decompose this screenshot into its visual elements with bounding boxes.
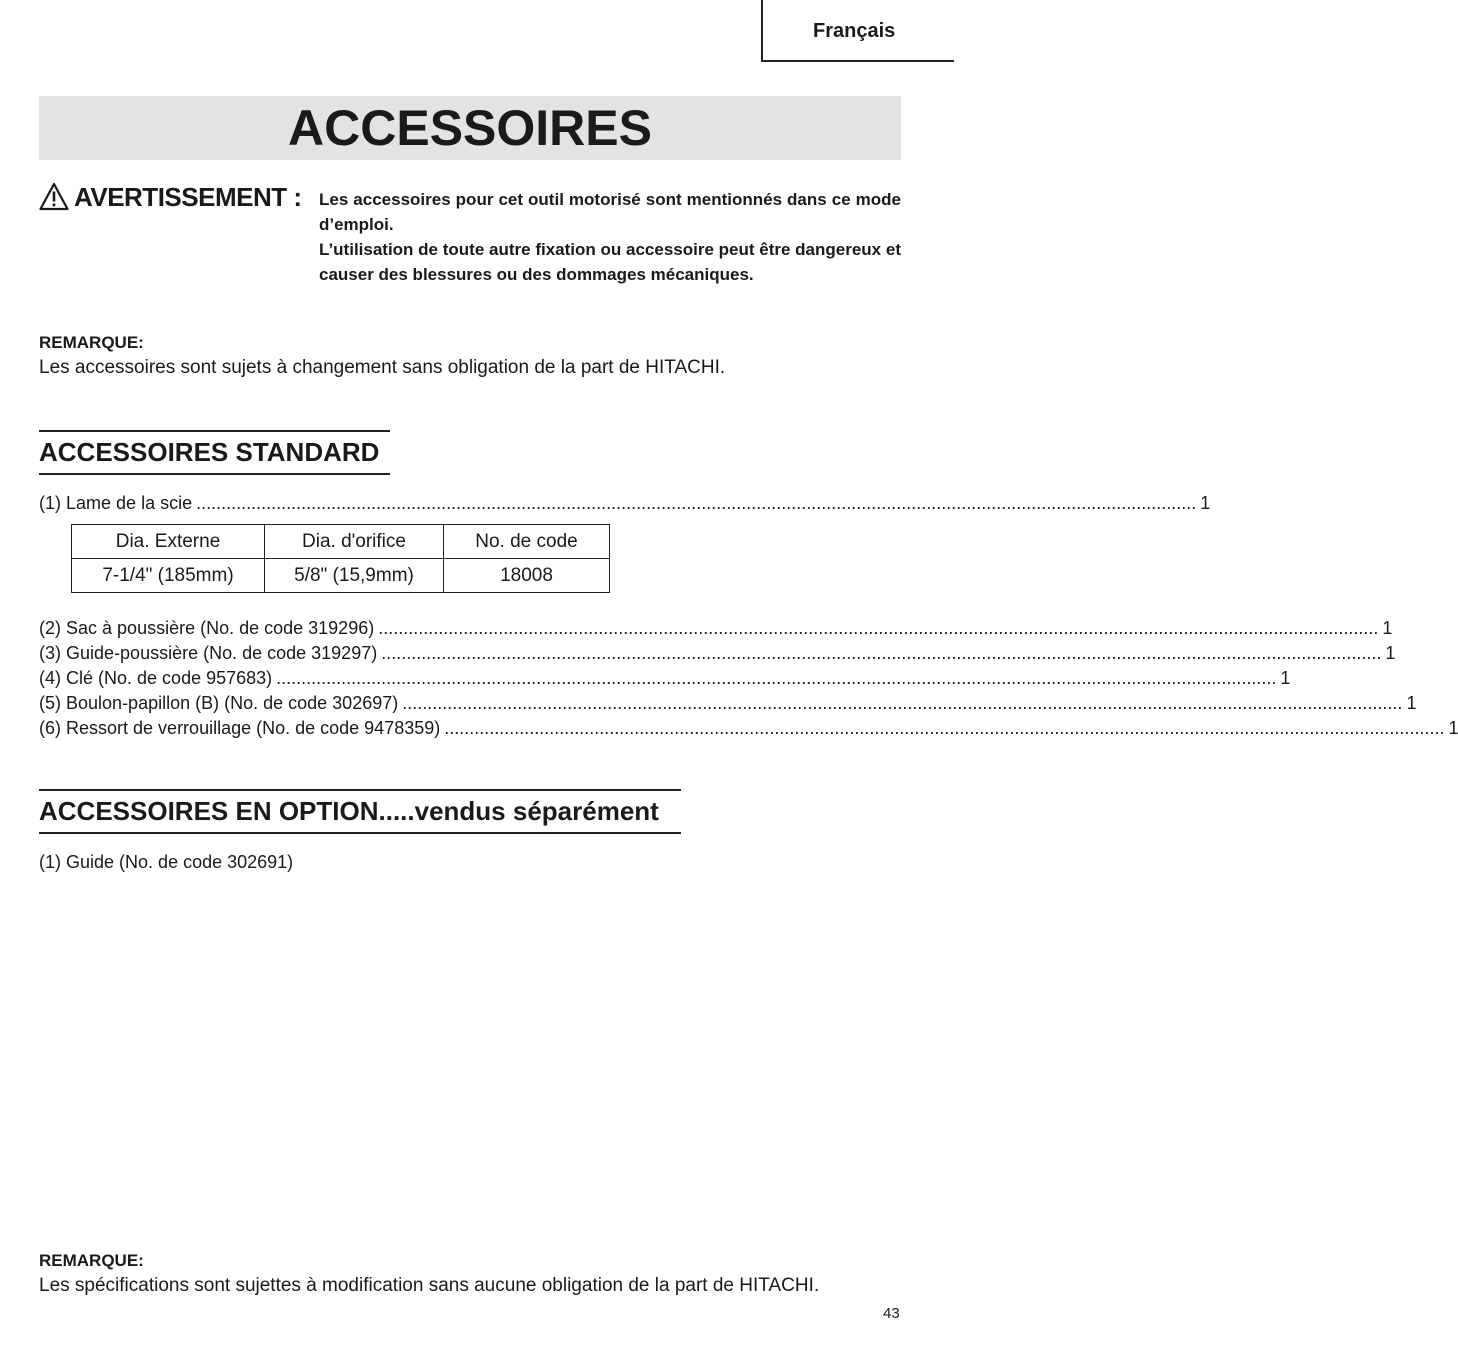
list-item-number: (1): [39, 852, 61, 872]
table-cell: 7-1/4" (185mm): [72, 559, 265, 593]
list-item: [39, 666, 1291, 691]
leader-dots: ........................................................................................................................................................................................................: [444, 718, 1445, 738]
list-item-label: Sac à poussière (No. de code 319296): [66, 618, 375, 638]
warning-paragraph-2: L’utilisation de toute autre fixation ou accessoire peut être dangereux et causer des blessures ou des dommages mécaniques.: [319, 240, 901, 284]
warning-heading: [39, 180, 301, 214]
remark-text: Les spécifications sont sujettes à modification sans aucune obligation de la part de HITACHI.: [39, 1275, 820, 1296]
table-row: [72, 559, 610, 593]
table-header-cell: No. de code: [444, 525, 610, 559]
leader-dots: ........................................................................................................................................................................................................: [381, 643, 1382, 663]
remark-text: Les accessoires sont sujets à changement sans obligation de la part de HITACHI.: [39, 357, 726, 378]
list-item-label: Guide-poussière (No. de code 319297): [66, 643, 378, 663]
list-item: [39, 641, 1396, 666]
remark-label: REMARQUE:: [39, 1251, 144, 1270]
table-cell: 18008: [444, 559, 610, 593]
leader-dots: ........................................................................................................................................................................................................: [276, 668, 1277, 688]
list-item-quantity: 1: [1385, 643, 1396, 663]
list-item-number: (2): [39, 618, 61, 638]
list-item: [39, 491, 1211, 516]
warning-text: [319, 187, 901, 287]
title-bar: [39, 96, 901, 160]
page-number: 43: [883, 1305, 900, 1322]
leader-dots: ........................................................................................................................................................................................................: [378, 618, 1379, 638]
list-item-number: (4): [39, 668, 61, 688]
list-item-label: Ressort de verrouillage (No. de code 9478359): [66, 718, 441, 738]
list-item: [39, 716, 1458, 741]
list-item-label: Guide (No. de code 302691): [66, 852, 294, 872]
list-item-quantity: 1: [1448, 718, 1458, 738]
list-item: [39, 616, 1393, 641]
list-item-quantity: 1: [1200, 493, 1211, 513]
remark-label: REMARQUE:: [39, 333, 144, 352]
list-item-number: (5): [39, 693, 61, 713]
list-item-label: Lame de la scie: [66, 493, 193, 513]
list-item-quantity: 1: [1406, 693, 1417, 713]
table-cell: 5/8" (15,9mm): [265, 559, 444, 593]
list-item-label: Boulon-papillon (B) (No. de code 302697): [66, 693, 399, 713]
section-heading-standard: [39, 430, 390, 475]
table-header-cell: Dia. d'orifice: [265, 525, 444, 559]
leader-dots: ........................................................................................................................................................................................................: [196, 493, 1197, 513]
section-heading-optional: [39, 789, 681, 834]
list-item-number: (6): [39, 718, 61, 738]
list-item-quantity: 1: [1280, 668, 1291, 688]
warning-triangle-icon: [39, 182, 69, 212]
language-tab: [761, 0, 954, 62]
page-title: ACCESSOIRES: [288, 100, 652, 156]
list-item: [39, 691, 1417, 716]
warning-paragraph-1: Les accessoires pour cet outil motorisé sont mentionnés dans ce mode d’emploi.: [319, 190, 901, 234]
list-item-number: (1): [39, 493, 61, 513]
list-item: [39, 850, 901, 875]
blade-spec-table: [71, 524, 610, 593]
table-header-cell: Dia. Externe: [72, 525, 265, 559]
leader-dots: ........................................................................................................................................................................................................: [402, 693, 1403, 713]
list-item-number: (3): [39, 643, 61, 663]
section-heading-optional-text: ACCESSOIRES EN OPTION.....vendus séparément: [39, 796, 659, 826]
warning-label: AVERTISSEMENT :: [74, 181, 302, 212]
list-item-quantity: 1: [1382, 618, 1393, 638]
list-item-label: Clé (No. de code 957683): [66, 668, 273, 688]
section-heading-standard-text: ACCESSOIRES STANDARD: [39, 437, 380, 467]
language-label: Français: [813, 20, 896, 42]
table-header-row: [72, 525, 610, 559]
